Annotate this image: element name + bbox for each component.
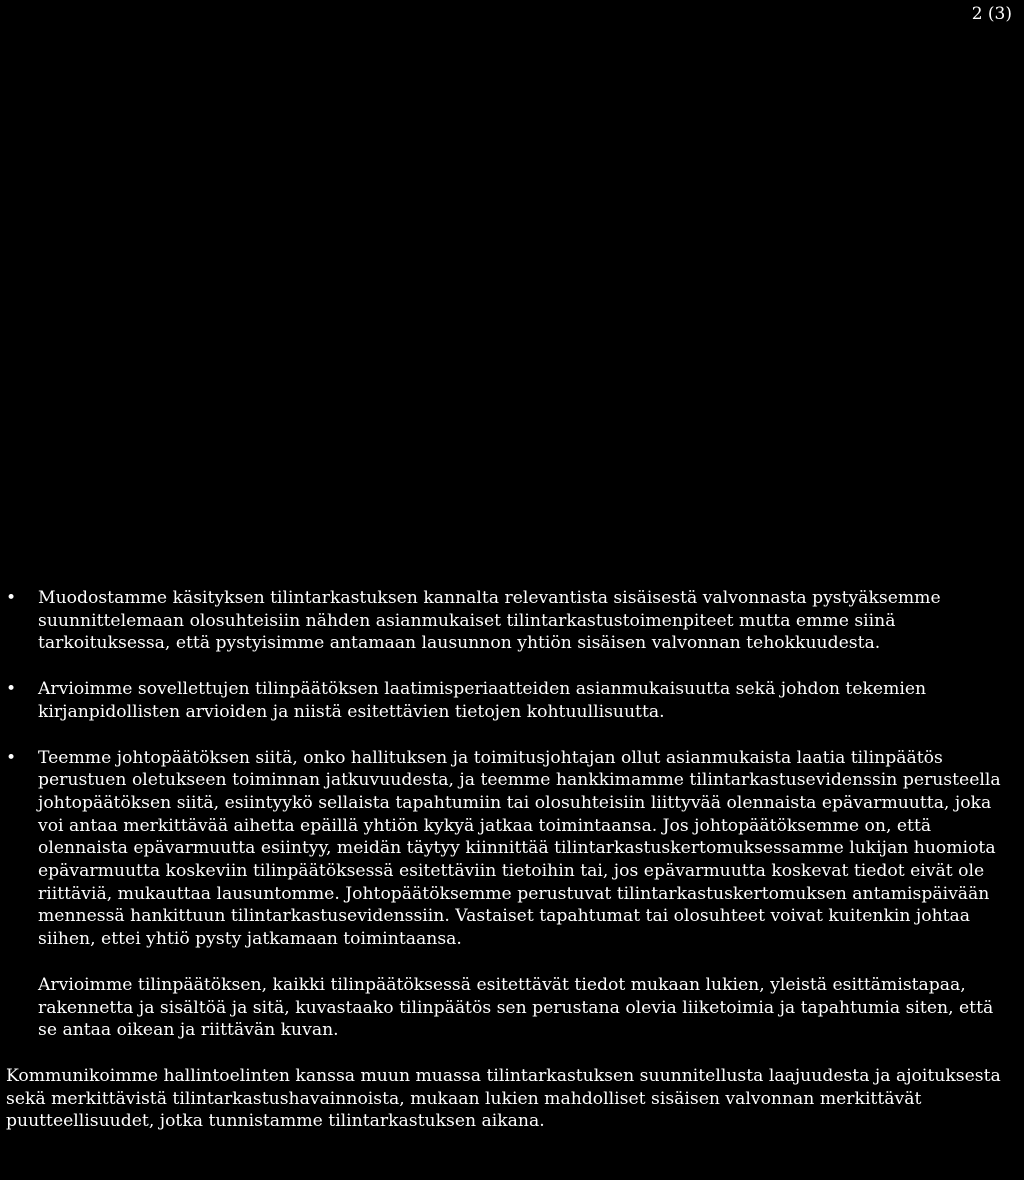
bullet-text: Teemme johtopäätöksen siitä, onko hallituksen ja toimitusjohtajan ollut asianmukaista laatia tilinpäätös perustuen oletukseen toiminnan jatkuvuudesta, ja teemme hankkimamme tilintarkastusevidenssin perusteella johtopäätöksen siitä, esiintyykö sellaista tapahtumiin tai olosuhteisiin liittyvää olennaista epävarmuutta, joka voi antaa merkittävää aihetta epäillä yhtiön kykyä jatkaa toimintaansa. Jos johtopäätöksemme on, että olennaista epävarmuutta esiintyy, meidän täytyy kiinnittää tilintarkastuskertomuksessamme lukijan huomiota epävarmuutta koskeviin tilinpäätöksessä esitettäviin tietoihin tai, jos epävarmuutta koskevat tiedot eivät ole riittäviä, mukauttaa lausuntomme. Johtopäätöksemme perustuvat tilintarkastuskertomuksen antamispäivään mennessä hankittuun tilintarkastusevidenssiin. Vastaiset tapahtumat tai olosuhteet voivat kuitenkin johtaa siihen, ettei yhtiö pysty jatkamaan toimintaansa. (38, 747, 1001, 950)
final-paragraph: Kommunikoimme hallintoelinten kanssa muun muassa tilintarkastuksen suunnitellusta laajuudesta ja ajoituksesta sekä merkittävistä tilintarkastushavainnoista, mukaan lukien mahdolliset sisäisen valvonnan merkittävät puutteellisuudet, jotka tunnistamme tilintarkastuksen aikana. (6, 1065, 1001, 1132)
bullet-point: • (6, 679, 17, 700)
bullet-text: Arvioimme sovellettujen tilinpäätöksen laatimisperiaatteiden asianmukaisuutta sekä johdon tekemien kirjanpidollisten arvioiden ja niistä esitettävien tietojen kohtuullisuutta. (38, 679, 927, 722)
bullet-item (0, 678, 1024, 723)
bullet-point: • (6, 588, 17, 608)
page-number: 2 (3) (971, 4, 1012, 24)
bullet-point: • (6, 747, 17, 768)
bullet-item (0, 747, 1024, 951)
bullet-item (0, 587, 1024, 655)
document-body (0, 587, 1024, 1133)
bullet-text: Muodostamme käsityksen tilintarkastuksen kannalta relevantista sisäisestä valvonnasta pystyäksemme suunnittelemaan olosuhteisiin nähden asianmukaiset tilintarkastustoimenpiteet mutta emme siinä tarkoituksessa, että pystyisimme antamaan lausunnon yhtiön sisäisen valvonnan tehokkuudesta. (38, 588, 941, 654)
indented-paragraph: Arvioimme tilinpäätöksen, kaikki tilinpäätöksessä esitettävät tiedot mukaan lukien, yleistä esittämistapaa, rakennetta ja sisältöä ja sitä, kuvastaako tilinpäätös sen perustana olevia liiketoimia ja tapahtumia siten, että se antaa oikean ja riittävän kuvan. (38, 974, 994, 1041)
